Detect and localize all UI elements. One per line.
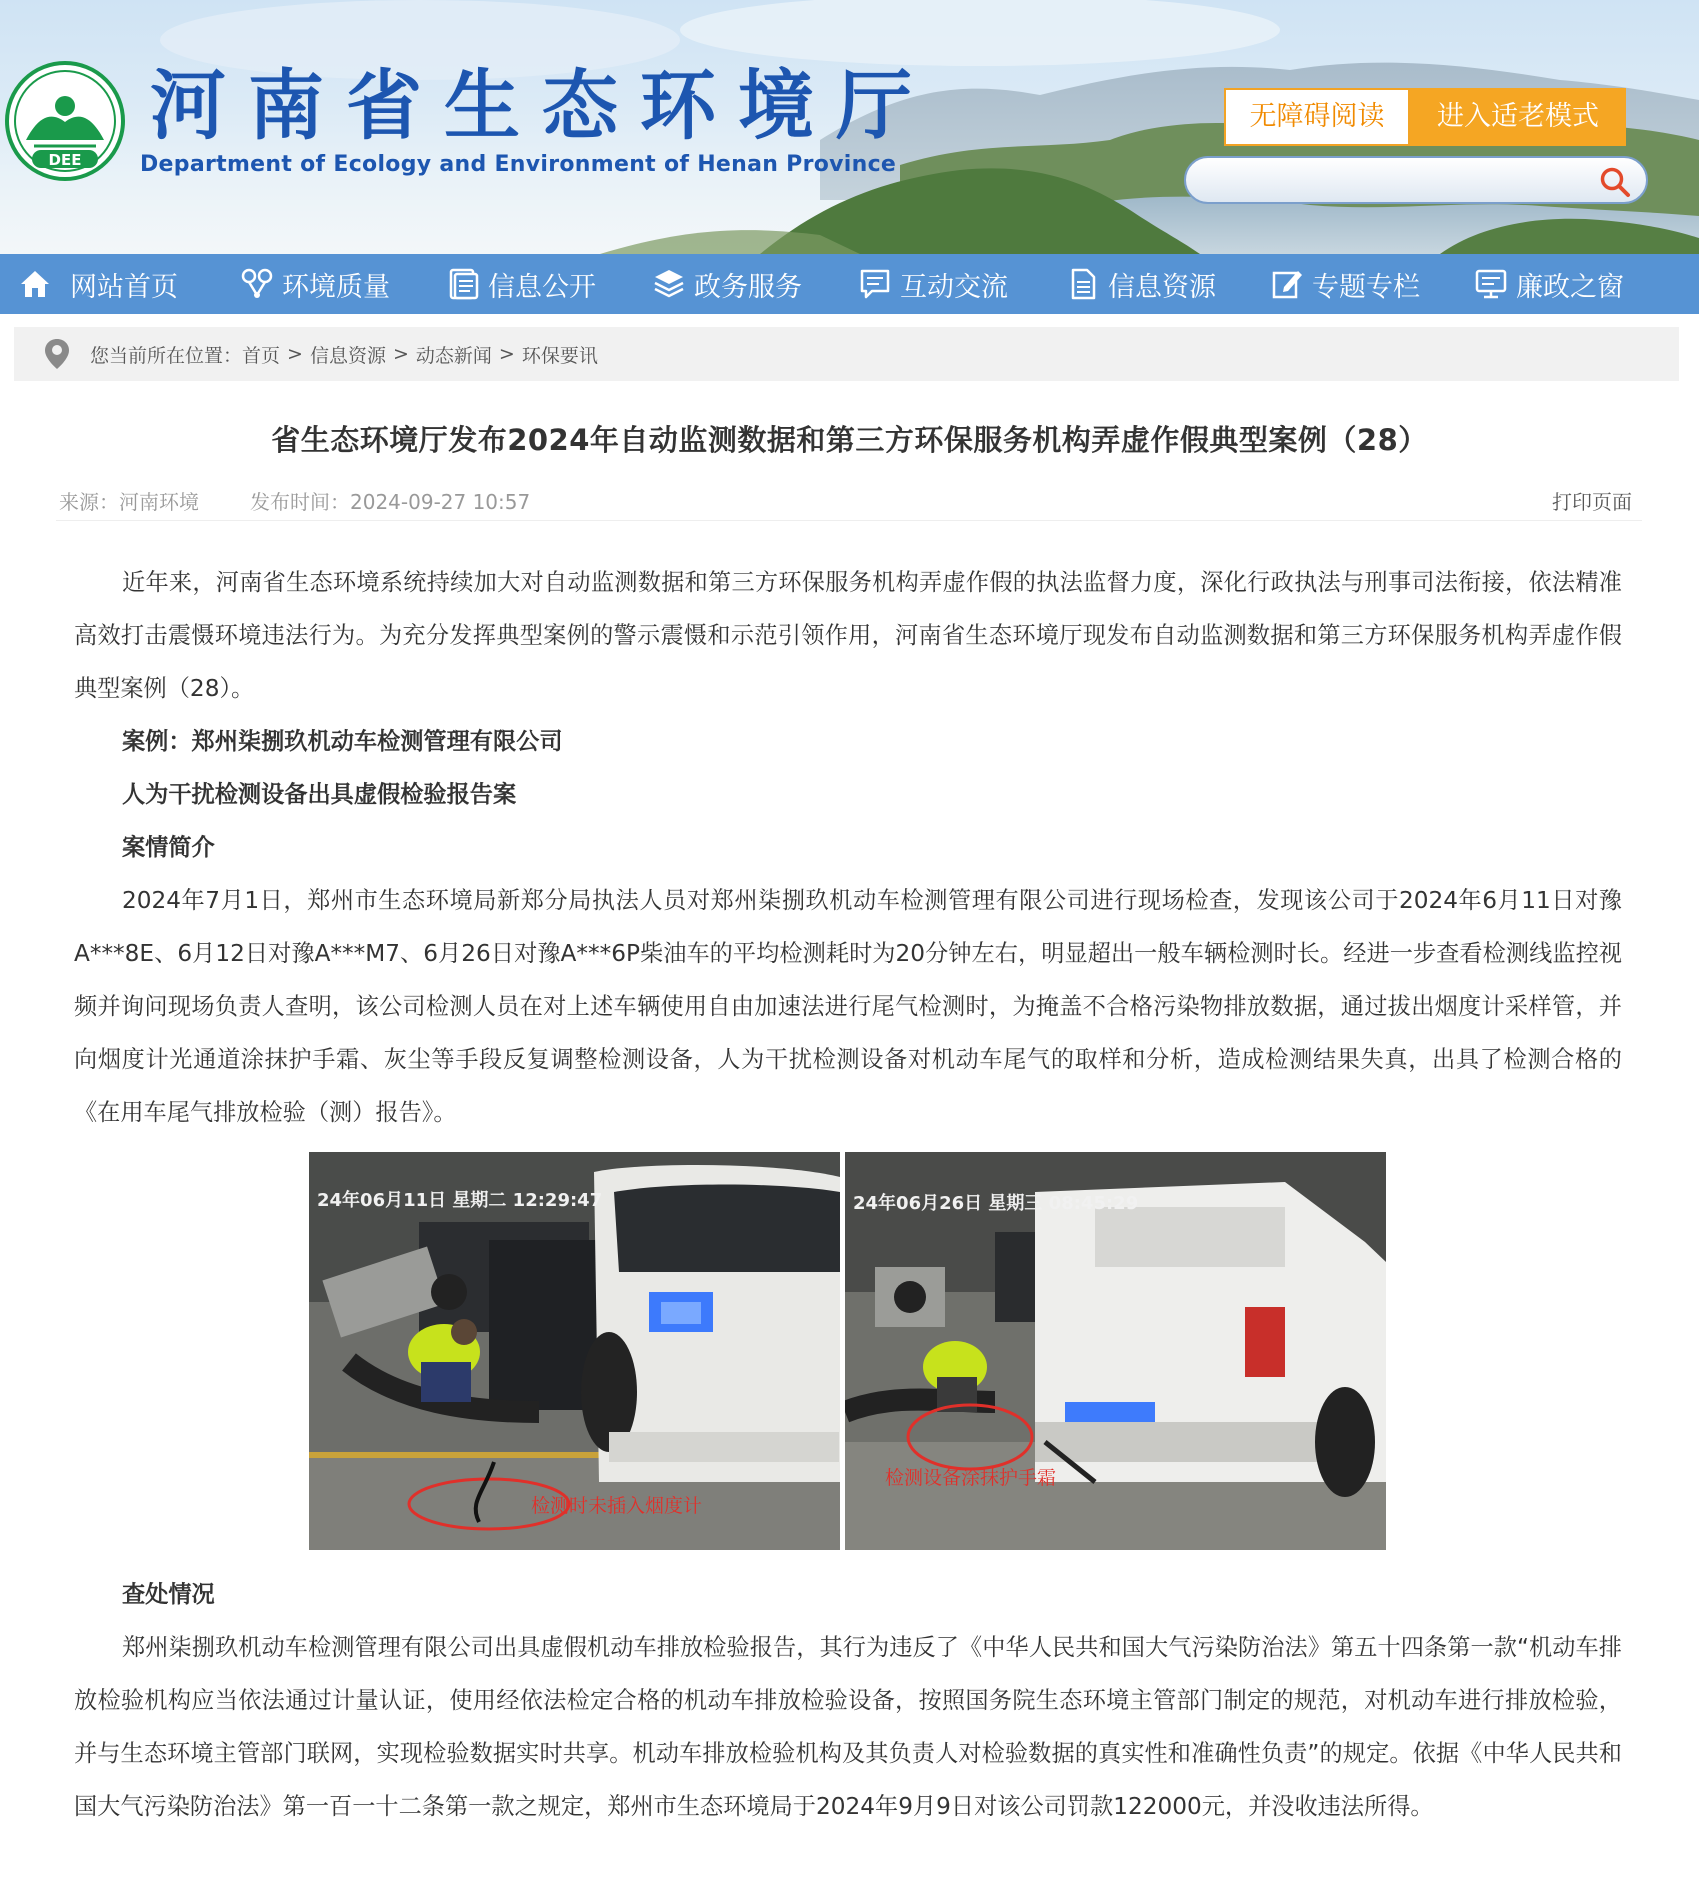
breadcrumb-separator: > xyxy=(392,343,409,365)
photo-caption: 检测设备涂抹护手霜 xyxy=(885,1467,1057,1489)
photo-caption: 检测时未插入烟度计 xyxy=(531,1495,703,1517)
env-quality-icon xyxy=(240,267,274,301)
breadcrumb-prefix: 您当前所在位置： xyxy=(90,344,243,367)
layers-icon xyxy=(652,267,686,301)
location-pin-icon xyxy=(42,337,72,371)
breadcrumb-separator: > xyxy=(287,343,303,365)
evidence-photo-1 xyxy=(309,1152,840,1550)
nav-item-label: 网站首页 xyxy=(70,271,178,303)
breadcrumb-separator: > xyxy=(498,343,515,365)
article-body xyxy=(74,556,1622,1139)
case-subheading: 人为干扰检测设备出具虚假检验报告案 xyxy=(122,781,517,808)
edit-icon xyxy=(1270,267,1304,301)
breadcrumb-home[interactable]: 首页 xyxy=(242,344,281,367)
nav-item-label: 互动交流 xyxy=(900,271,1008,303)
nav-item-label: 政务服务 xyxy=(694,271,802,303)
dee-logo xyxy=(4,60,126,182)
nav-item-gov-service[interactable] xyxy=(652,254,802,314)
breadcrumb xyxy=(14,327,1679,381)
photo-timestamp: 24年06月11日 星期二 12:29:47 xyxy=(317,1190,603,1211)
article-publish-time: 发布时间：2024-09-27 10:57 xyxy=(250,490,531,514)
nav-item-info-resources[interactable] xyxy=(1066,254,1216,314)
handling-paragraph: 郑州柒捌玖机动车检测管理有限公司出具虚假机动车排放检验报告，其行为违反了《中华人民共和国大气污染防治法》第五十四条第一款“机动车排放检验机构应当依法通过计量认证，使用经依法检定合格的机动车排放检验设备，按照国务院生态环境主管部门制定的规范，对机动车进行排放检验，并与生态环境主管部门联网，实现检验数据实时共享。机动车排放检验机构及其负责人对检验数据的真实性和准确性负责”的规定。依据《中华人民共和国大气污染防治法》第一百一十二条第一款之规定，郑州市生态环境局于2024年9月9日对该公司罚款122000元，并没收违法所得。 xyxy=(74,1634,1622,1820)
home-icon xyxy=(18,267,52,301)
handling-heading: 查处情况 xyxy=(122,1581,215,1608)
elder-mode-button[interactable]: 进入适老模式 xyxy=(1410,88,1626,146)
evidence-photo-2 xyxy=(845,1152,1386,1550)
document-stack-icon xyxy=(446,267,480,301)
svg-text:DEE: DEE xyxy=(48,151,82,169)
nav-item-label: 环境质量 xyxy=(282,271,390,303)
article-body-continued xyxy=(74,1568,1622,1833)
nav-item-label: 专题专栏 xyxy=(1312,271,1420,303)
nav-item-label: 廉政之窗 xyxy=(1516,271,1624,303)
nav-item-special-topics[interactable] xyxy=(1270,254,1420,314)
photo-timestamp: 24年06月26日 星期三 08:45:29 xyxy=(853,1193,1139,1214)
nav-item-label: 信息公开 xyxy=(488,271,596,303)
chat-icon xyxy=(858,267,892,301)
search-icon[interactable] xyxy=(1598,166,1632,198)
summary-heading: 案情简介 xyxy=(122,834,215,861)
accessible-reading-button[interactable]: 无障碍阅读 xyxy=(1224,88,1410,146)
site-title: 河南省生态环境厅 xyxy=(150,61,934,150)
monitor-icon xyxy=(1474,267,1508,301)
nav-item-home[interactable] xyxy=(18,254,178,314)
breadcrumb-news[interactable]: 动态新闻 xyxy=(415,344,492,367)
nav-item-interaction[interactable] xyxy=(858,254,1008,314)
case-heading: 案例：郑州柒捌玖机动车检测管理有限公司 xyxy=(122,728,563,755)
nav-item-info-disclosure[interactable] xyxy=(446,254,596,314)
evidence-photos xyxy=(309,1152,1386,1550)
file-icon xyxy=(1066,267,1100,301)
search-box xyxy=(1184,156,1648,204)
summary-paragraph: 2024年7月1日，郑州市生态环境局新郑分局执法人员对郑州柒捌玖机动车检测管理有限公司进行现场检查，发现该公司于2024年6月11日对豫A***8E、6月12日对豫A***M7、6月26日对豫A***6P柴油车的平均检测耗时为20分钟左右，明显超出一般车辆检测时长。经进一步查看检测线监控视频并询问现场负责人查明，该公司检测人员在对上述车辆使用自由加速法进行尾气检测时，为掩盖不合格污染物排放数据，通过拔出烟度计采样管，并向烟度计光通道涂抹护手霜、灰尘等手段反复调整检测设备，人为干扰检测设备对机动车尾气的取样和分析，造成检测结果失真，出具了检测合格的《在用车尾气排放检验（测）报告》。 xyxy=(74,887,1622,1126)
search-input[interactable] xyxy=(1204,166,1584,196)
breadcrumb-info-resources[interactable]: 信息资源 xyxy=(309,344,386,367)
breadcrumb-env-news[interactable]: 环保要讯 xyxy=(521,344,598,367)
meta-divider xyxy=(56,520,1642,521)
nav-item-env-quality[interactable] xyxy=(240,254,390,314)
header-banner xyxy=(0,0,1699,254)
article-title: 省生态环境厅发布2024年自动监测数据和第三方环保服务机构弄虚作假典型案例（28） xyxy=(271,423,1428,457)
site-subtitle: Department of Ecology and Environment of Henan Province xyxy=(140,152,897,177)
nav-item-label: 信息资源 xyxy=(1108,271,1216,303)
article-source: 来源：河南环境 xyxy=(59,490,199,514)
nav-item-integrity-window[interactable] xyxy=(1474,254,1624,314)
main-nav xyxy=(0,254,1699,314)
print-page-link[interactable]: 打印页面 xyxy=(1552,490,1632,514)
intro-paragraph: 近年来，河南省生态环境系统持续加大对自动监测数据和第三方环保服务机构弄虚作假的执法监督力度，深化行政执法与刑事司法衔接，依法精准高效打击震慑环境违法行为。为充分发挥典型案例的警示震慑和示范引领作用，河南省生态环境厅现发布自动监测数据和第三方环保服务机构弄虚作假典型案例（28）。 xyxy=(74,569,1622,702)
